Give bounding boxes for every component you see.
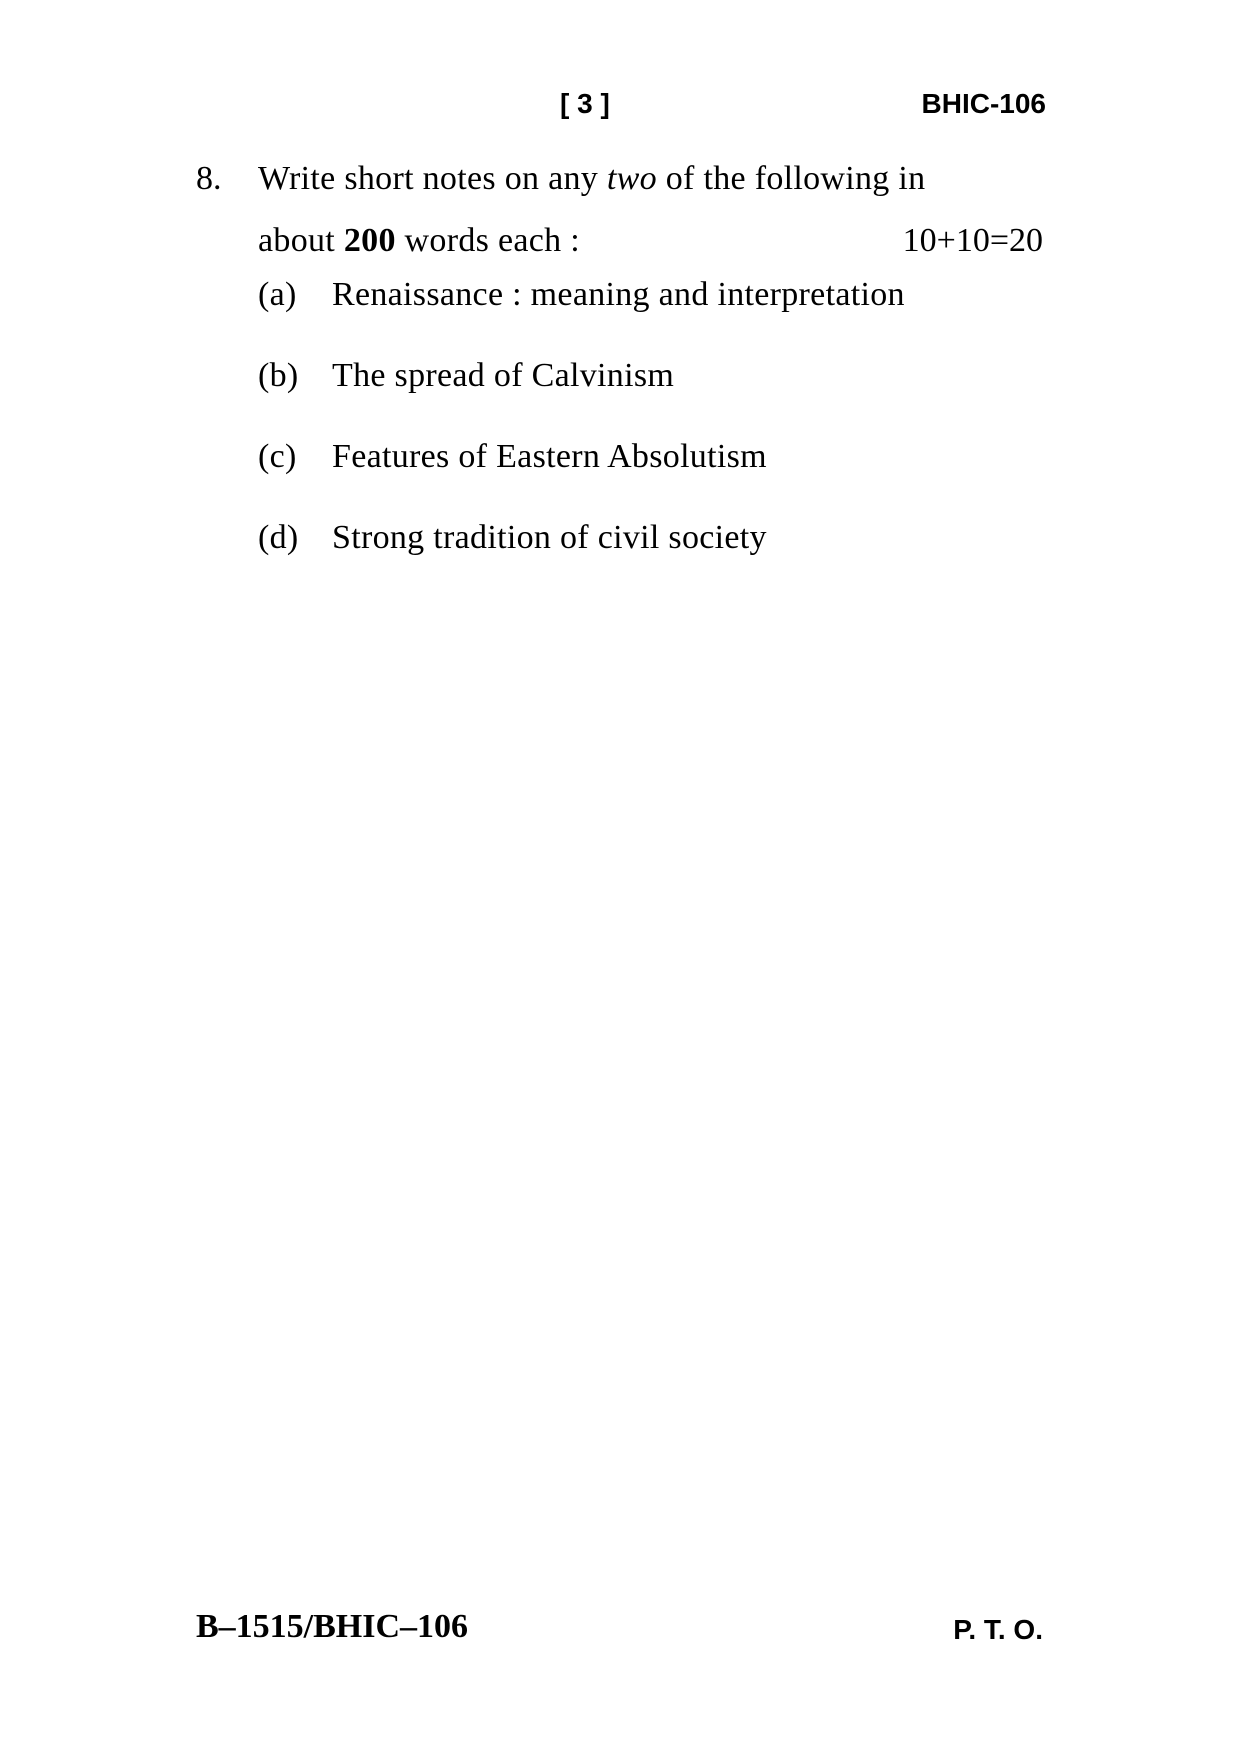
option-c [258,438,767,476]
question-text-line1 [258,160,925,198]
option-label: (c) [258,438,297,475]
option-text: The spread of Calvinism [332,357,675,394]
option-d [258,519,767,557]
option-label: (a) [258,276,297,313]
question-line2-suffix: words each : [395,222,580,259]
option-b [258,357,674,395]
question-number: 8. [196,160,222,197]
question-marks: 10+10=20 [902,222,1043,259]
question-word-count: 200 [343,222,396,259]
option-text: Renaissance : meaning and interpretation [332,276,905,313]
question-line2-prefix: about [258,222,344,259]
paper-code: B–1515/BHIC–106 [196,1608,469,1645]
option-a [258,276,905,314]
course-code: BHIC-106 [921,88,1046,119]
question-text-line2 [258,222,580,260]
question-text-part2: of the following in [656,160,926,197]
option-text: Features of Eastern Absolutism [332,438,767,475]
page-number: [ 3 ] [560,88,610,119]
question-text-part1: Write short notes on any [258,160,607,197]
option-label: (b) [258,357,299,394]
pto-note: P. T. O. [953,1614,1043,1645]
option-label: (d) [258,519,299,556]
question-text-emphasis: two [606,160,657,197]
option-text: Strong tradition of civil society [332,519,767,556]
